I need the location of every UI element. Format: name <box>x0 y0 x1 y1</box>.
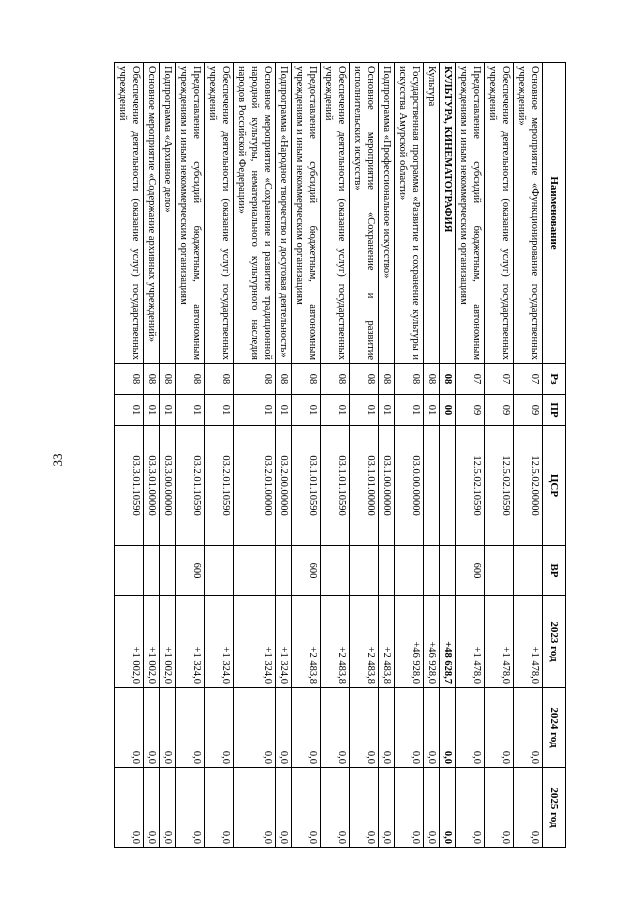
cell-2024: 0,0 <box>160 688 176 768</box>
cell-csr: 03.3.01.10590 <box>115 426 144 546</box>
cell-csr: 03.1.00.00000 <box>379 426 395 546</box>
cell-2023: +1 324,0 <box>276 596 292 688</box>
cell-2025: 0,0 <box>205 768 234 848</box>
cell-rz: 08 <box>176 364 205 395</box>
cell-2024: 0,0 <box>485 688 514 768</box>
cell-rz: 08 <box>144 364 160 395</box>
table-row <box>456 63 485 848</box>
cell-csr: 03.3.01.00000 <box>144 426 160 546</box>
cell-2023: +2 483,8 <box>350 596 379 688</box>
cell-rz: 08 <box>276 364 292 395</box>
cell-csr: 03.2.01.00000 <box>234 426 276 546</box>
cell-2025: 0,0 <box>234 768 276 848</box>
cell-vr <box>321 546 350 596</box>
cell-csr: 03.1.01.00000 <box>350 426 379 546</box>
cell-csr: 03.0.00.00000 <box>395 426 424 546</box>
table-row <box>160 63 176 848</box>
cell-name: Основное мероприятие «Функционирование государственных учреждений» <box>514 63 543 364</box>
table-body <box>115 63 543 848</box>
cell-2023: +48 628,7 <box>440 596 456 688</box>
cell-2024: 0,0 <box>514 688 543 768</box>
cell-2024: 0,0 <box>144 688 160 768</box>
cell-2024: 0,0 <box>424 688 440 768</box>
header-2025: 2025 год <box>543 768 566 848</box>
cell-2024: 0,0 <box>176 688 205 768</box>
page-number: 33 <box>50 453 65 467</box>
cell-rz: 08 <box>292 364 321 395</box>
cell-2025: 0,0 <box>292 768 321 848</box>
cell-name: Основное мероприятие «Сохранение и развитие исполнительских искусств» <box>350 63 379 364</box>
cell-2024: 0,0 <box>115 688 144 768</box>
cell-pr: 09 <box>456 395 485 426</box>
cell-vr: 600 <box>176 546 205 596</box>
cell-2025: 0,0 <box>395 768 424 848</box>
header-2023: 2023 год <box>543 596 566 688</box>
cell-csr: 03.3.00.00000 <box>160 426 176 546</box>
cell-2023: +1 324,0 <box>176 596 205 688</box>
cell-pr: 01 <box>115 395 144 426</box>
cell-pr: 01 <box>379 395 395 426</box>
cell-name: Обеспечение деятельности (оказание услуг) государственных учреждений <box>205 63 234 364</box>
cell-2025: 0,0 <box>276 768 292 848</box>
cell-rz: 08 <box>350 364 379 395</box>
cell-2024: 0,0 <box>456 688 485 768</box>
cell-rz: 08 <box>160 364 176 395</box>
cell-vr: 600 <box>456 546 485 596</box>
cell-vr <box>379 546 395 596</box>
table-row <box>321 63 350 848</box>
cell-csr <box>440 426 456 546</box>
cell-name: Основное мероприятие «Сохранение и развитие традиционной народной культуры, нематериального культурного наследия народов Российской Федерации» <box>234 63 276 364</box>
cell-csr: 03.1.01.10590 <box>321 426 350 546</box>
cell-vr <box>485 546 514 596</box>
cell-2023: +1 478,0 <box>485 596 514 688</box>
cell-vr <box>234 546 276 596</box>
cell-2023: +46 928,0 <box>395 596 424 688</box>
cell-csr <box>424 426 440 546</box>
cell-pr: 01 <box>350 395 379 426</box>
cell-rz: 08 <box>205 364 234 395</box>
cell-2024: 0,0 <box>234 688 276 768</box>
cell-name: Основное мероприятие «Содержание архивных учреждений» <box>144 63 160 364</box>
table-header-row <box>543 63 566 848</box>
cell-2023: +1 478,0 <box>514 596 543 688</box>
table-row <box>514 63 543 848</box>
cell-vr: 600 <box>292 546 321 596</box>
cell-2025: 0,0 <box>456 768 485 848</box>
cell-rz: 07 <box>485 364 514 395</box>
cell-pr: 01 <box>234 395 276 426</box>
cell-2025: 0,0 <box>379 768 395 848</box>
cell-rz: 08 <box>424 364 440 395</box>
cell-csr: 03.2.00.00000 <box>276 426 292 546</box>
table-row <box>379 63 395 848</box>
cell-name: Культура <box>424 63 440 364</box>
table-row <box>440 63 456 848</box>
cell-pr: 00 <box>440 395 456 426</box>
cell-name: Подпрограмма «Народное творчество и досуговая деятельность» <box>276 63 292 364</box>
header-vr: ВР <box>543 546 566 596</box>
cell-vr <box>160 546 176 596</box>
cell-name: Государственная программа «Развитие и сохранение культуры и искусства Амурской области» <box>395 63 424 364</box>
cell-2023: +1 002,0 <box>144 596 160 688</box>
cell-2025: 0,0 <box>321 768 350 848</box>
table-row <box>176 63 205 848</box>
cell-pr: 09 <box>514 395 543 426</box>
cell-csr: 12.5.02.10590 <box>456 426 485 546</box>
cell-2023: +1 324,0 <box>205 596 234 688</box>
cell-rz: 07 <box>514 364 543 395</box>
cell-name: Обеспечение деятельности (оказание услуг) государственных учреждений <box>321 63 350 364</box>
cell-name: Предоставление субсидий бюджетным, автономным учреждениям и иным некоммерческим организациям <box>176 63 205 364</box>
budget-table <box>114 62 566 848</box>
cell-vr <box>424 546 440 596</box>
cell-vr <box>514 546 543 596</box>
cell-2023: +1 002,0 <box>115 596 144 688</box>
cell-2025: 0,0 <box>424 768 440 848</box>
cell-rz: 08 <box>395 364 424 395</box>
header-csr: ЦСР <box>543 426 566 546</box>
cell-rz: 08 <box>379 364 395 395</box>
table-row <box>144 63 160 848</box>
cell-name: Предоставление субсидий бюджетным, автономным учреждениям и иным некоммерческим организациям <box>292 63 321 364</box>
cell-pr: 01 <box>144 395 160 426</box>
cell-2025: 0,0 <box>115 768 144 848</box>
cell-csr: 12.5.02.10590 <box>485 426 514 546</box>
table-row <box>205 63 234 848</box>
cell-2023: +46 928,0 <box>424 596 440 688</box>
cell-rz: 08 <box>321 364 350 395</box>
cell-pr: 01 <box>321 395 350 426</box>
table-row <box>424 63 440 848</box>
header-2024: 2024 год <box>543 688 566 768</box>
cell-2025: 0,0 <box>144 768 160 848</box>
cell-2024: 0,0 <box>350 688 379 768</box>
cell-pr: 09 <box>485 395 514 426</box>
cell-name: Предоставление субсидий бюджетным, автономным учреждениям и иным некоммерческим организациям <box>456 63 485 364</box>
cell-vr <box>440 546 456 596</box>
cell-2025: 0,0 <box>514 768 543 848</box>
cell-csr: 12.5.02.00000 <box>514 426 543 546</box>
cell-vr <box>276 546 292 596</box>
table-row <box>395 63 424 848</box>
cell-2024: 0,0 <box>440 688 456 768</box>
cell-name: Обеспечение деятельности (оказание услуг) государственных учреждений <box>115 63 144 364</box>
cell-vr <box>205 546 234 596</box>
table-row <box>350 63 379 848</box>
cell-pr: 01 <box>160 395 176 426</box>
cell-vr <box>350 546 379 596</box>
cell-rz: 08 <box>234 364 276 395</box>
cell-pr: 01 <box>205 395 234 426</box>
cell-rz: 08 <box>115 364 144 395</box>
header-rz: Рз <box>543 364 566 395</box>
table-row <box>276 63 292 848</box>
cell-2023: +2 483,8 <box>379 596 395 688</box>
cell-2023: +1 002,0 <box>160 596 176 688</box>
cell-2024: 0,0 <box>395 688 424 768</box>
cell-csr: 03.2.01.10590 <box>205 426 234 546</box>
cell-2025: 0,0 <box>440 768 456 848</box>
table-row <box>292 63 321 848</box>
cell-csr: 03.1.01.10590 <box>292 426 321 546</box>
cell-name: КУЛЬТУРА, КИНЕМАТОГРАФИЯ <box>440 63 456 364</box>
cell-2024: 0,0 <box>276 688 292 768</box>
cell-pr: 01 <box>424 395 440 426</box>
cell-2023: +2 483,8 <box>321 596 350 688</box>
cell-pr: 01 <box>176 395 205 426</box>
cell-pr: 01 <box>395 395 424 426</box>
cell-2025: 0,0 <box>350 768 379 848</box>
cell-csr: 03.2.01.10590 <box>176 426 205 546</box>
cell-rz: 08 <box>440 364 456 395</box>
cell-rz: 07 <box>456 364 485 395</box>
cell-2023: +1 324,0 <box>234 596 276 688</box>
cell-name: Обеспечение деятельности (оказание услуг) государственных учреждений <box>485 63 514 364</box>
table-row <box>115 63 144 848</box>
cell-2024: 0,0 <box>205 688 234 768</box>
table-row <box>234 63 276 848</box>
cell-2024: 0,0 <box>379 688 395 768</box>
cell-2024: 0,0 <box>292 688 321 768</box>
cell-name: Подпрограмма «Профессиональное искусство» <box>379 63 395 364</box>
cell-pr: 01 <box>292 395 321 426</box>
cell-2025: 0,0 <box>160 768 176 848</box>
table-row <box>485 63 514 848</box>
cell-vr <box>115 546 144 596</box>
cell-2025: 0,0 <box>176 768 205 848</box>
cell-pr: 01 <box>276 395 292 426</box>
header-name: Наименование <box>543 63 566 364</box>
rotated-page-content <box>84 62 566 847</box>
cell-2025: 0,0 <box>485 768 514 848</box>
cell-vr <box>395 546 424 596</box>
cell-vr <box>144 546 160 596</box>
cell-name: Подпрограмма «Архивное дело» <box>160 63 176 364</box>
cell-2023: +2 483,8 <box>292 596 321 688</box>
header-pr: ПР <box>543 395 566 426</box>
cell-2024: 0,0 <box>321 688 350 768</box>
cell-2023: +1 478,0 <box>456 596 485 688</box>
